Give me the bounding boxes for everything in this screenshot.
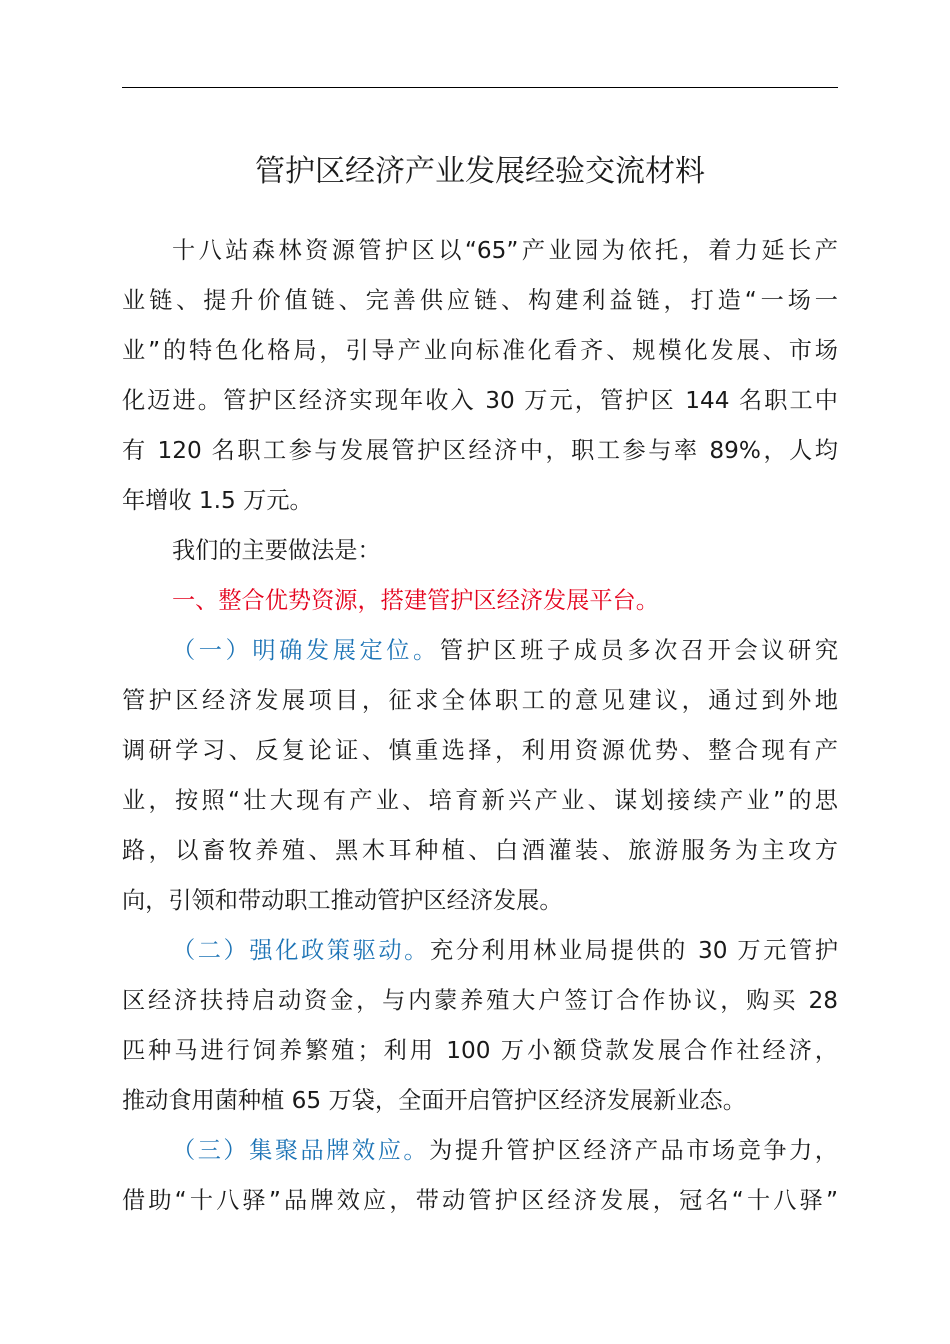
body-text-span: 有 120 名职工参与发展管护区经济中，职工参与率 89%，人均 (122, 437, 838, 464)
text-line (122, 676, 838, 726)
text-line (122, 1126, 838, 1176)
header-rule (122, 87, 838, 88)
text-line (122, 576, 838, 626)
text-line (122, 1026, 838, 1076)
body-text-span: 业链、提升价值链、完善供应链、构建利益链，打造“一场一 (122, 287, 838, 314)
text-line (122, 726, 838, 776)
subsection-heading: （三）集聚品牌效应。 (172, 1137, 430, 1164)
text-line (122, 226, 838, 276)
text-line (122, 876, 838, 926)
body-text-span: 匹种马进行饲养繁殖；利用 100 万小额贷款发展合作社经济， (122, 1037, 838, 1064)
text-line (122, 276, 838, 326)
body-text-span: 借助“十八驿”品牌效应，带动管护区经济发展，冠名“十八驿” (122, 1187, 838, 1214)
text-line (122, 826, 838, 876)
body-text-span: 向，引领和带动职工推动管护区经济发展。 (122, 887, 563, 914)
subsection-heading: （一）明确发展定位。 (172, 637, 440, 664)
text-line (122, 1076, 838, 1126)
body-text-span: 管护区经济发展项目，征求全体职工的意见建议，通过到外地 (122, 687, 838, 714)
subsection-heading: （二）强化政策驱动。 (172, 937, 430, 964)
text-line (122, 476, 838, 526)
text-line (122, 926, 838, 976)
body-text-span: 年增收 1.5 万元。 (122, 487, 313, 514)
body-text-span: 调研学习、反复论证、慎重选择，利用资源优势、整合现有产 (122, 737, 838, 764)
document-title: 管护区经济产业发展经验交流材料 (255, 154, 705, 189)
document-body (122, 226, 838, 1226)
body-text-span: 我们的主要做法是： (172, 537, 381, 564)
body-text-span: 路，以畜牧养殖、黑木耳种植、白酒灌装、旅游服务为主攻方 (122, 837, 838, 864)
body-text-span: 区经济扶持启动资金，与内蒙养殖大户签订合作协议，购买 28 (122, 987, 838, 1014)
body-text-span: 化迈进。管护区经济实现年收入 30 万元，管护区 144 名职工中 (122, 387, 838, 414)
text-line (122, 776, 838, 826)
body-text-span: 业”的特色化格局，引导产业向标准化看齐、规模化发展、市场 (122, 337, 838, 364)
body-text-span: 推动食用菌种植 65 万袋，全面开启管护区经济发展新业态。 (122, 1087, 746, 1114)
body-text-span: 为提升管护区经济产品市场竞争力， (429, 1137, 838, 1164)
body-text-span: 业，按照“壮大现有产业、培育新兴产业、谋划接续产业”的思 (122, 787, 838, 814)
text-line (122, 626, 838, 676)
text-line (122, 426, 838, 476)
text-line (122, 526, 838, 576)
body-text-span: 十八站森林资源管护区以“65”产业园为依托，着力延长产 (172, 237, 838, 264)
text-line (122, 1176, 838, 1226)
text-line (122, 976, 838, 1026)
body-text-span: 充分利用林业局提供的 30 万元管护 (429, 937, 839, 964)
text-line (122, 376, 838, 426)
section-heading: 一、整合优势资源，搭建管护区经济发展平台。 (172, 587, 659, 614)
body-text-span: 管护区班子成员多次召开会议研究 (439, 637, 839, 664)
text-line (122, 326, 838, 376)
